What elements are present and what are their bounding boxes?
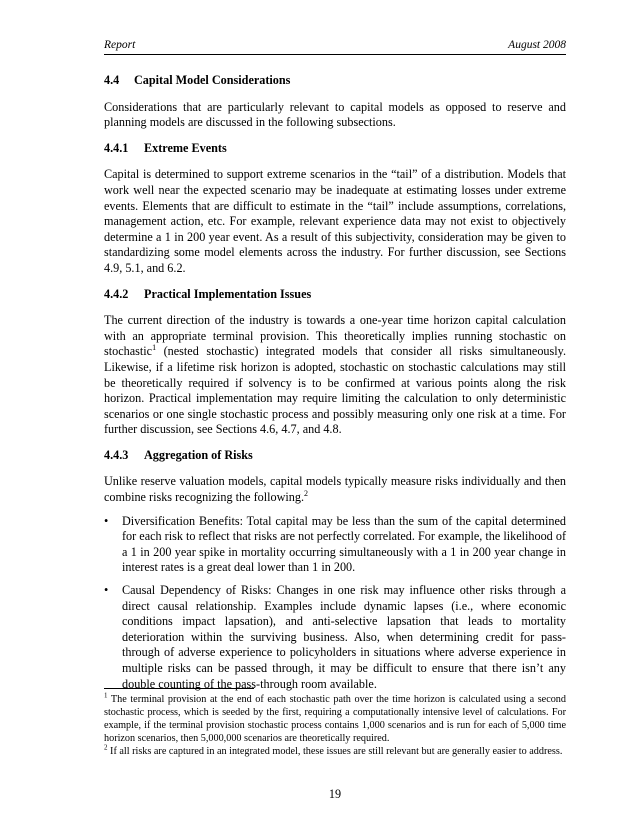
list-item-text: Causal Dependency of Risks: Changes in one risk may influence other risks through a direct causal relationship. Examples include dynamic lapses (i.e., where economic conditions impact lapsation), and anti-selective lapsation that leads to mortality deterioration within the surviving business. Also, when determining credit for pass-through of adverse experience to policyholders in situations where adverse experience in multiple risks can be passed through, it may be difficult to ensure that there isn’t any double counting of the pass-through room available.	[122, 583, 566, 691]
list-item	[104, 583, 566, 692]
running-header	[104, 38, 566, 55]
section-title: Practical Implementation Issues	[144, 286, 312, 301]
paragraph-text: The current direction of the industry is towards a one-year time horizon capital calculation with an appropriate terminal provision. This theoretically implies running stochastic on stochastic	[104, 313, 566, 359]
header-date: August 2008	[508, 39, 566, 51]
section-number: 4.4.3	[104, 447, 129, 462]
section-number: 4.4.1	[104, 140, 129, 155]
section-heading-4-4-2	[104, 287, 566, 303]
list-item-text: Diversification Benefits: Total capital may be less than the sum of the capital determined for each risk to reflect that risks are not perfectly correlated. For example, the likelihood of a 1 in 200 year spike in mortality occurring simultaneously with a 1 in 200 year change in interest rates is a great deal lower than 1 in 200.	[122, 513, 566, 575]
page-number: 19	[328, 787, 342, 801]
footnote-marker: 1	[104, 691, 108, 700]
section-heading-4-4-1	[104, 141, 566, 157]
footnotes	[104, 688, 566, 758]
extreme-events-paragraph: Capital is determined to support extreme scenarios in the “tail” of a distribution. Models that work well near the expected scenario may be inadequate at estimating losses under extreme events. Elements that are difficult to estimate in the “tail” include assumptions, correlations, management action, etc. For example, relevant experience data may not exist to objectively determine a 1 in 200 year event. As a result of this subjectivity, consideration may be given to standardizing some model elements across the industry. For further discussion, see Sections 4.9, 5.1, and 6.2.	[104, 167, 566, 275]
footnote-divider	[104, 688, 254, 689]
aggregation-paragraph	[104, 474, 566, 505]
section-intro-paragraph: Considerations that are particularly relevant to capital models as opposed to reserve and planning models are discussed in the following subsections.	[104, 99, 566, 130]
bullet-icon: •	[104, 583, 109, 598]
paragraph-text: Unlike reserve valuation models, capital models typically measure risks individually and then combine risks recognizing the following.	[104, 474, 566, 505]
footnote-ref-2[interactable]: 2	[304, 489, 309, 498]
section-title: Aggregation of Risks	[144, 447, 253, 462]
section-heading-4-4-3	[104, 448, 566, 464]
section-heading-4-4	[104, 73, 566, 89]
footnote-text: If all risks are captured in an integrated model, these issues are still relevant but are generally easier to address.	[107, 746, 563, 757]
section-number: 4.4	[104, 73, 120, 87]
list-item	[104, 514, 566, 576]
implementation-paragraph	[104, 313, 566, 438]
body-content	[104, 73, 566, 699]
bullet-icon: •	[104, 513, 109, 528]
section-number: 4.4.2	[104, 286, 129, 301]
footnote-1	[104, 693, 566, 745]
paragraph-text: (nested stochastic) integrated models that consider all risks simultaneously. Likewise, if a lifetime risk horizon is adopted, stochastic on stochastic calculations may still be theoretically required if solvency is to be confirmed at various points along the risk horizon. Practical implementation may require limiting the calculation to only deterministic scenarios or one single stochastic process and possibly measuring only one risk at a time. For further discussion, see Sections 4.6, 4.7, and 4.8.	[104, 344, 566, 437]
footnote-marker: 2	[104, 743, 108, 752]
section-title: Capital Model Considerations	[134, 73, 291, 87]
footnote-2	[104, 745, 566, 758]
footnote-text: The terminal provision at the end of each stochastic path over the time horizon is calculated using a second stochastic process, which is seeded by the first, requiring a computationally intensive level of calculations. For example, if the terminal provision stochastic process contains 1,000 scenarios and is run for each of 5,000 time horizon scenarios, then 5,000,000 scenarios are theoretically required.	[104, 694, 566, 744]
section-title: Extreme Events	[144, 140, 227, 155]
footnote-ref-1[interactable]: 1	[152, 343, 157, 353]
header-report-label: Report	[104, 39, 136, 51]
aggregation-bullet-list	[104, 514, 566, 693]
